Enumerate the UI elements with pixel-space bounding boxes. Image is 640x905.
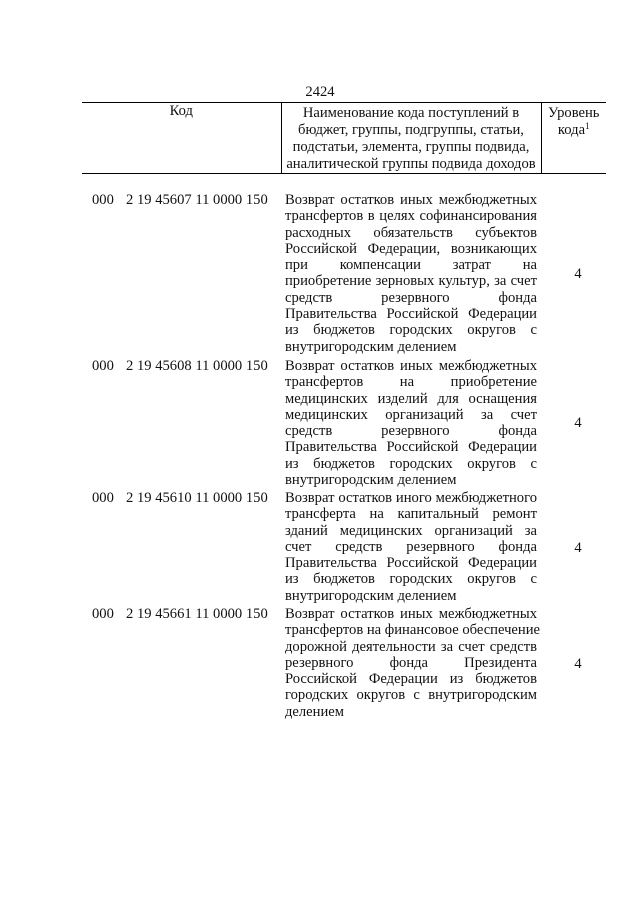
row-level: 4: [574, 656, 582, 672]
description-line: Возврат остатков иных межбюджетных: [285, 192, 537, 208]
description-line: трансфертов на приобретение: [285, 374, 537, 391]
page-number: 2424: [305, 84, 335, 100]
description-line: при компенсации затрат на: [285, 257, 537, 274]
row-description: [285, 358, 537, 488]
description-line: зданий медицинских организаций за: [285, 522, 537, 539]
description-line: Российской Федерации из бюджетов: [285, 671, 537, 688]
header-code: [82, 103, 281, 174]
row-code: 2 19 45608 11 0000 150: [126, 358, 268, 374]
row-level: 4: [574, 540, 582, 556]
row-code: 2 19 45610 11 0000 150: [126, 490, 268, 506]
header-level-line: [542, 122, 607, 139]
description-line: городских округов с внутригородским: [285, 687, 537, 704]
header-code-label: Код: [169, 103, 193, 119]
description-line: медицинских организаций за счет: [285, 406, 537, 423]
footnote-marker: 1: [585, 121, 590, 131]
row-code: 2 19 45661 11 0000 150: [126, 606, 268, 622]
row-prefix: 000: [92, 606, 114, 622]
description-line: средств резервного фонда: [285, 289, 537, 306]
description-line: расходных обязательств субъектов: [285, 224, 537, 241]
description-line: из бюджетов городских округов с: [285, 322, 537, 339]
description-line: Правительства Российской Федерации: [285, 306, 537, 323]
description-line: приобретение зерновых культур, за счет: [285, 273, 537, 290]
header-name-line: подстатьи, элемента, группы подвида,: [292, 139, 530, 155]
description-line: делением: [285, 703, 344, 720]
description-line: Правительства Российской Федерации: [285, 555, 537, 572]
row-description: [285, 192, 537, 355]
description-line: внутригородским делением: [285, 472, 457, 489]
description-line: Возврат остатков иных межбюджетных: [285, 358, 537, 374]
row-level: 4: [574, 266, 582, 282]
row-prefix: 000: [92, 358, 114, 374]
header-level-line: Уровень: [548, 105, 600, 121]
description-line: Правительства Российской Федерации: [285, 439, 537, 456]
description-line: трансфертов на финансовое обеспечение: [285, 622, 541, 639]
description-line: счет средств резервного фонда: [285, 538, 537, 555]
description-line: резервного фонда Президента: [285, 654, 537, 671]
description-line: из бюджетов городских округов с: [285, 571, 537, 588]
description-line: Возврат остатков иных межбюджетных: [285, 606, 537, 622]
header-name-line: Наименование кода поступлений в: [302, 105, 520, 121]
description-line: медицинских изделий для оснащения: [285, 390, 537, 407]
description-line: средств резервного фонда: [285, 423, 537, 440]
description-line: внутригородским делением: [285, 587, 457, 604]
table-header: [82, 102, 606, 174]
header-level-word: кода: [557, 122, 586, 138]
description-line: трансфертов в целях софинансирования: [285, 208, 537, 225]
description-line: Возврат остатков иного межбюджетного: [285, 490, 537, 506]
row-level: 4: [574, 415, 582, 431]
description-line: дорожной деятельности за счет средств: [285, 638, 537, 655]
header-level: [541, 103, 606, 174]
row-description: [285, 606, 541, 720]
row-prefix: 000: [92, 192, 114, 208]
header-name: [281, 103, 541, 174]
description-line: из бюджетов городских округов с: [285, 455, 537, 472]
row-code: 2 19 45607 11 0000 150: [126, 192, 268, 208]
description-line: Российской Федерации, возникающих: [285, 240, 537, 257]
header-name-line: аналитической группы подвида доходов: [286, 156, 536, 172]
description-line: внутригородским делением: [285, 338, 457, 355]
row-description: [285, 490, 537, 604]
header-name-line: бюджет, группы, подгруппы, статьи,: [298, 122, 524, 138]
description-line: трансферта на капитальный ремонт: [285, 506, 537, 523]
row-prefix: 000: [92, 490, 114, 506]
